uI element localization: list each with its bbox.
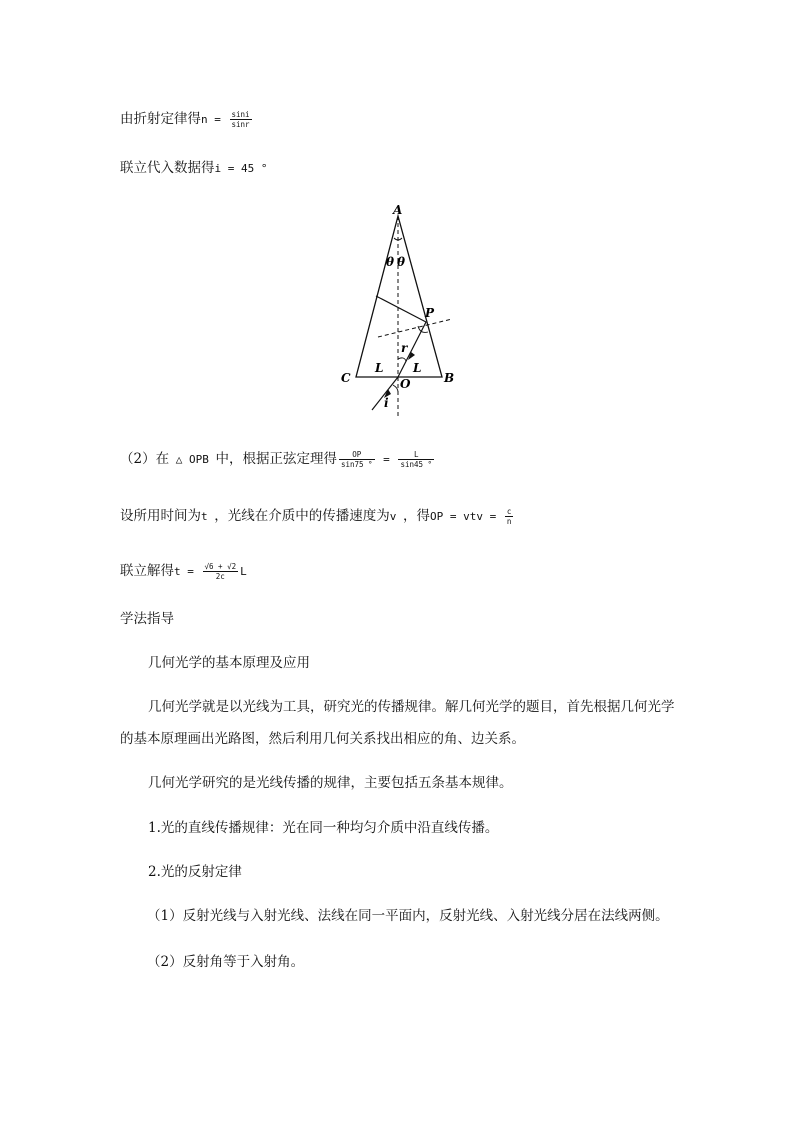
- paragraph-1: 几何光学就是以光线为工具，研究光的传播规律。解几何光学的题目，首先根据几何光学的基本原理画出光路图，然后利用几何关系找出相应的角、边关系。: [120, 699, 675, 747]
- rule-2-item-2: （2）反射角等于入射角。: [147, 954, 305, 970]
- speed-line: [120, 507, 515, 526]
- label-A: A: [393, 203, 403, 217]
- fraction-numerator: L: [398, 450, 434, 460]
- op-equation: OP = vtv =: [430, 510, 503, 523]
- t-symbol: t: [201, 510, 215, 523]
- label-O: O: [400, 377, 411, 391]
- label-r: r: [401, 341, 408, 355]
- solution-line: [120, 562, 247, 581]
- c-over-n-fraction: [505, 507, 514, 526]
- fraction-numerator: c: [506, 507, 512, 516]
- rule-2-item-1: （1）反射光线与入射光线、法线在同一平面内，反射光线、入射光线分居在法线两侧。: [147, 908, 669, 924]
- fraction-denominator: n: [506, 517, 512, 526]
- rule-1: 1.光的直线传播规律：光在同一种均匀介质中沿直线传播。: [148, 820, 499, 836]
- solution-fraction: [203, 562, 239, 581]
- fraction-numerator: sini: [231, 110, 250, 119]
- fraction-denominator: 2c: [215, 572, 225, 581]
- refraction-law-prefix: 由折射定律得: [120, 111, 201, 127]
- sine-rule-line: [120, 450, 436, 469]
- prism-light-path-figure: [330, 198, 470, 423]
- fraction-denominator: sin45 °: [400, 460, 433, 469]
- reflected-ray: [376, 296, 426, 322]
- i-value: i = 45 °: [214, 162, 268, 175]
- subheading: 几何光学的基本原理及应用: [148, 655, 310, 671]
- fraction-numerator: OP: [339, 450, 375, 460]
- fraction-denominator: sin75 °: [340, 460, 373, 469]
- section-heading: 学法指导: [120, 611, 174, 627]
- solution-prefix: 联立解得: [120, 563, 174, 579]
- angle-r-arc: [398, 358, 406, 361]
- substitute-result-line: [120, 160, 267, 177]
- label-B: B: [444, 371, 455, 385]
- fraction-denominator: sinr: [231, 120, 250, 129]
- equals-sign: =: [376, 453, 397, 466]
- speed-part-a: 设所用时间为: [120, 508, 201, 524]
- speed-part-b: ，光线在介质中的传播速度为: [214, 508, 390, 524]
- label-i: i: [384, 396, 389, 410]
- rule-2-heading: 2.光的反射定律: [148, 864, 242, 880]
- paragraph-2: 几何光学研究的是光线传播的规律，主要包括五条基本规律。: [148, 775, 513, 791]
- substitute-prefix: 联立代入数据得: [120, 160, 215, 176]
- op-over-sin75-fraction: [339, 450, 375, 469]
- v-symbol: v: [389, 510, 403, 523]
- normal-at-P: [378, 319, 452, 337]
- sine-rule-mid: 中，根据正弦定理得: [215, 451, 337, 467]
- triangle-opb: △ OPB: [169, 453, 216, 466]
- t-equals: t =: [174, 565, 201, 578]
- l-suffix: L: [240, 565, 247, 578]
- sine-rule-prefix: （2）在: [120, 451, 170, 467]
- speed-part-c: ，得: [403, 508, 430, 524]
- angle-i-arc: [393, 385, 398, 392]
- label-theta-left: θ: [386, 255, 395, 269]
- sini-over-sinr-fraction: [230, 110, 252, 129]
- fraction-numerator: √6 + √2: [204, 562, 237, 571]
- l-over-sin45-fraction: [398, 450, 434, 469]
- refraction-law-line: [120, 110, 254, 129]
- label-C: C: [341, 371, 351, 385]
- label-L-left: L: [375, 361, 384, 375]
- label-theta-right: θ: [397, 255, 406, 269]
- label-L-right: L: [413, 361, 422, 375]
- label-P: P: [425, 306, 435, 320]
- n-equals: n =: [201, 113, 228, 126]
